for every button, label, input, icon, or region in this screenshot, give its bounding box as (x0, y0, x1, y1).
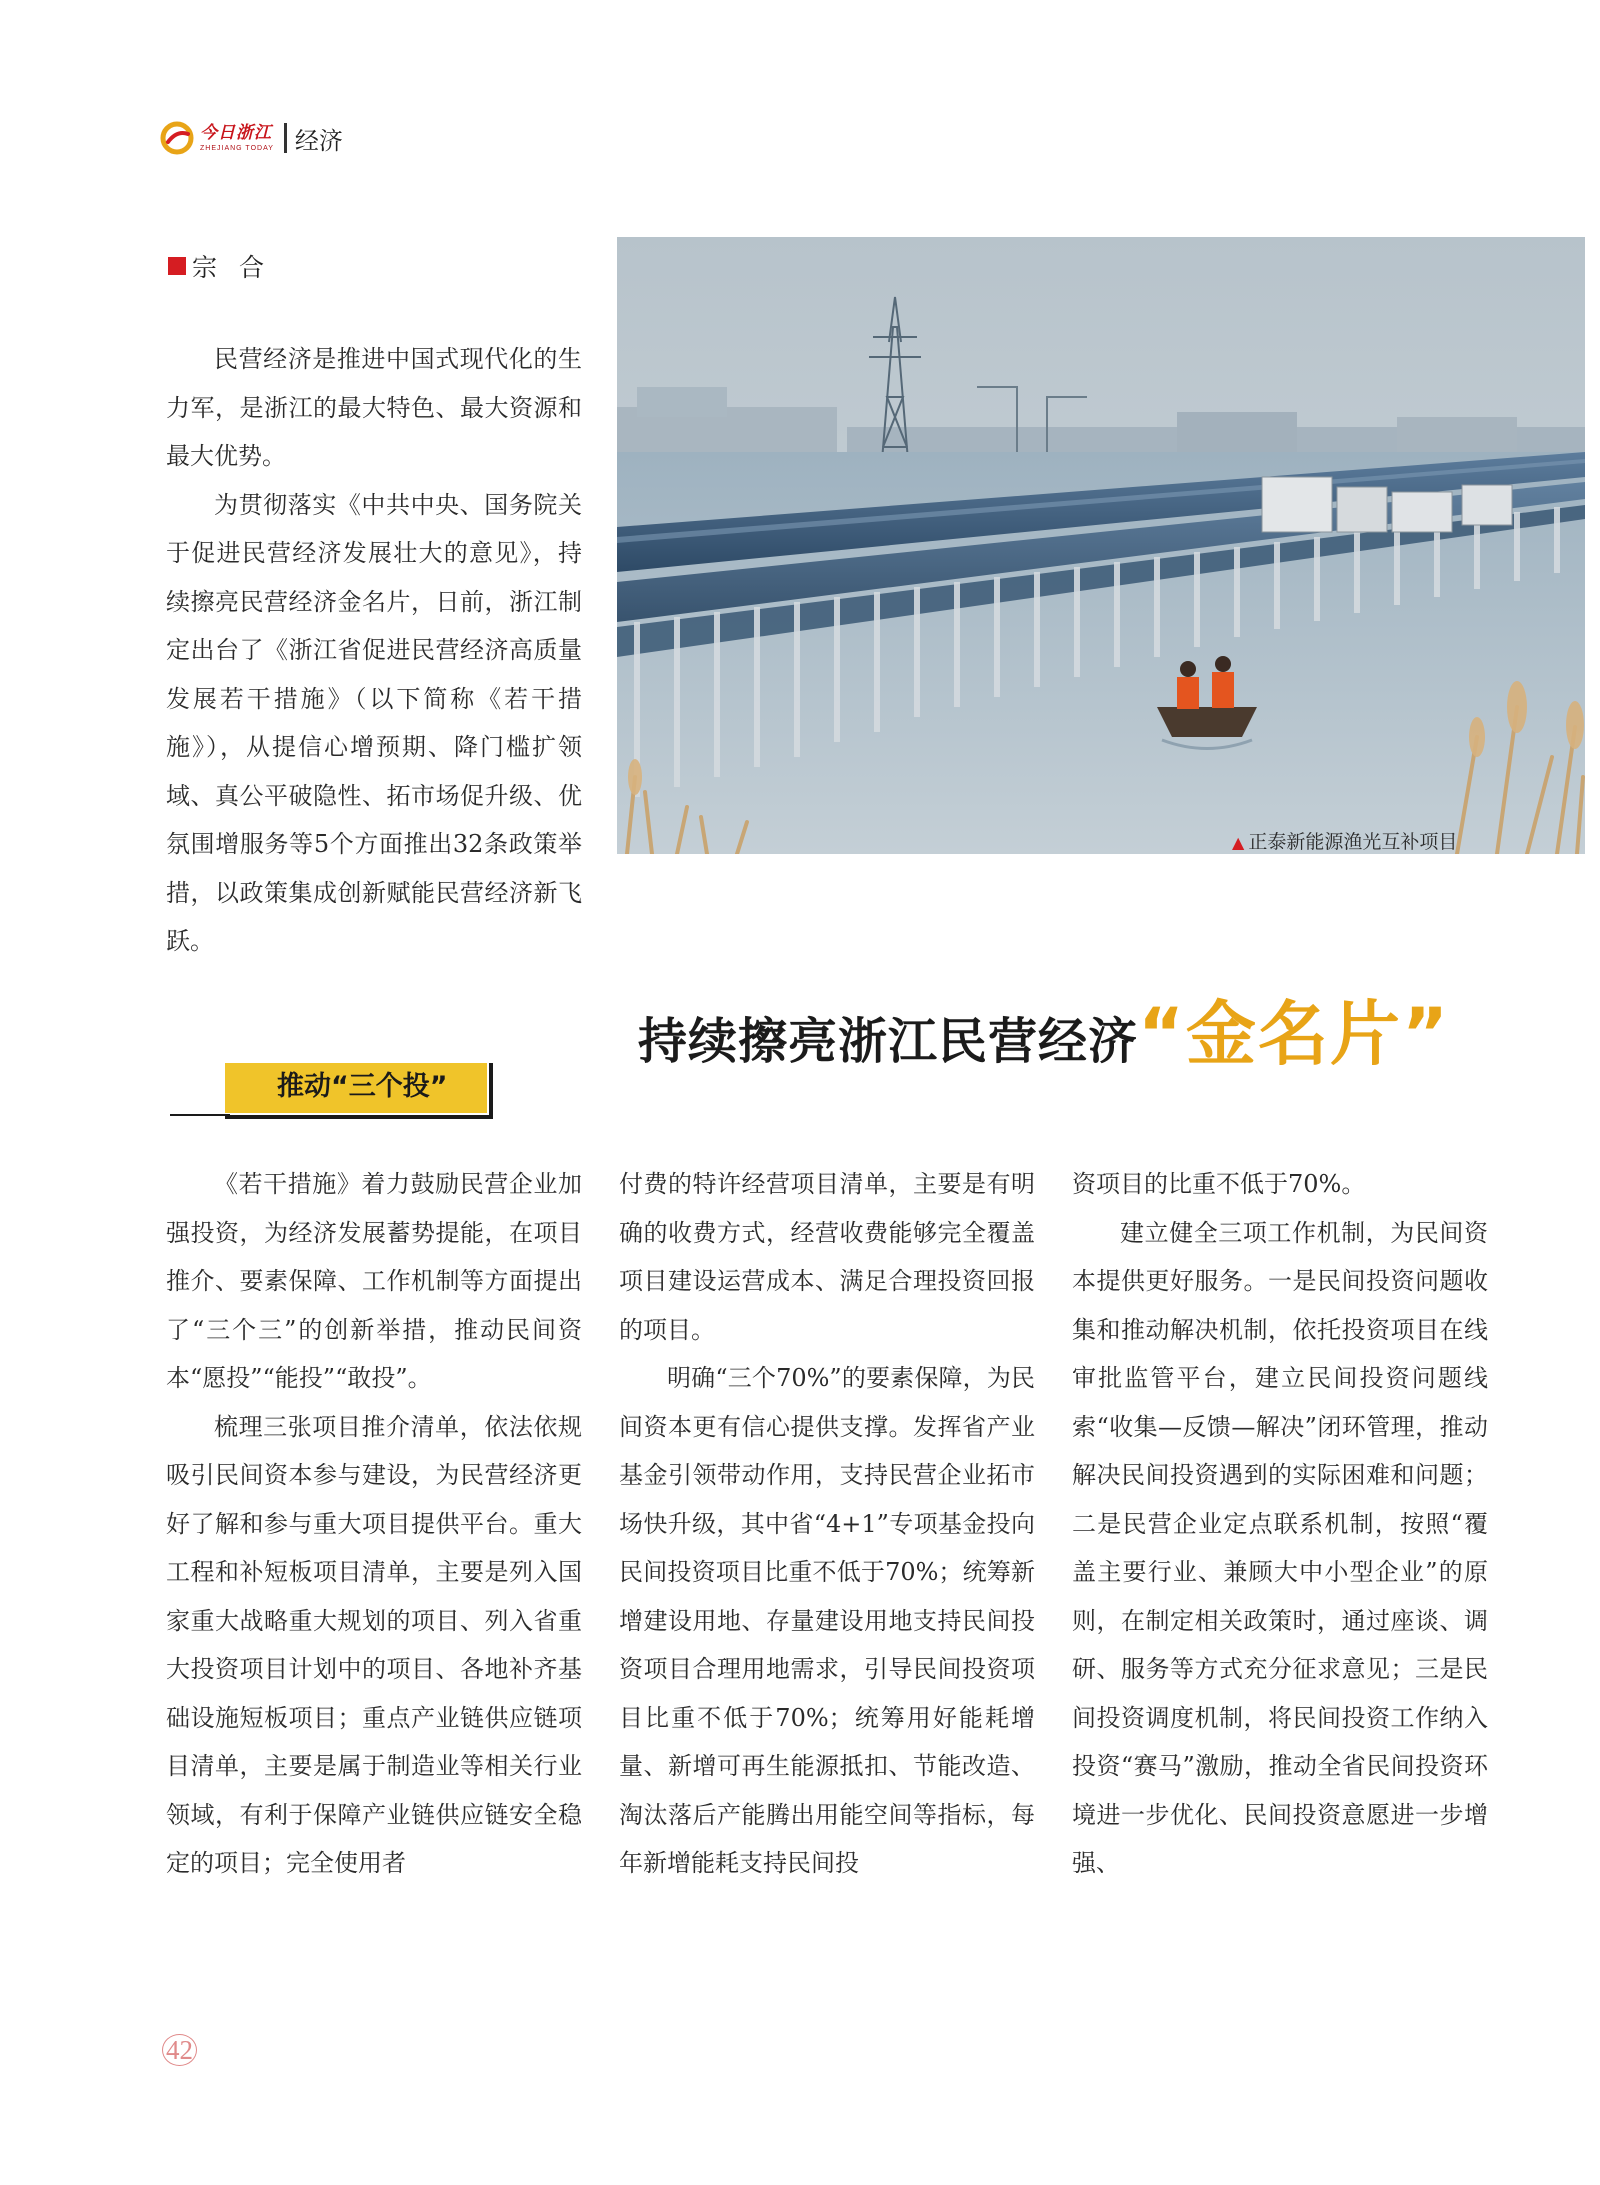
paragraph: 《若干措施》着力鼓励民营企业加强投资，为经济发展蓄势提能，在项目推介、要素保障、工作机制等方面提出了“三个三”的创新举措，推动民间资本“愿投”“能投”“敢投”。 (166, 1170, 582, 1392)
section-name: 经济 (294, 126, 343, 155)
photo-caption (1232, 827, 1457, 854)
column-1 (166, 1160, 582, 1888)
paragraph: 资项目的比重不低于70%。 (1072, 1170, 1366, 1198)
headline (638, 978, 1450, 1079)
logo-text (200, 122, 274, 152)
page-header (160, 118, 343, 158)
solar-farm-photo (617, 237, 1585, 854)
zhejiang-today-logo-icon (160, 121, 194, 155)
subheading-text: 推动“三个投” (277, 1071, 448, 1102)
paragraph: 付费的特许经营项目清单，主要是有明确的收费方式，经营收费能够完全覆盖项目建设运营成本、满足合理投资回报的项目。 (619, 1170, 1035, 1344)
page-number-text: 42 (162, 2034, 197, 2066)
headline-main: 持续擦亮浙江民营经济 (638, 1012, 1139, 1070)
column-2 (619, 1160, 1035, 1888)
page-number (162, 2034, 197, 2066)
logo-en: ZHEJIANG TODAY (200, 144, 274, 152)
logo-cn: 今日浙江 (200, 122, 272, 143)
author-name: 宗合 (192, 253, 287, 282)
intro-text (166, 335, 582, 966)
subheading-box (225, 1063, 493, 1119)
red-square-icon (168, 257, 186, 275)
author-byline (168, 248, 286, 284)
caption-text: 正泰新能源渔光互补项目 (1248, 831, 1458, 853)
paragraph: 梳理三张项目推介清单，依法依规吸引民间资本参与建设，为民营经济更好了解和参与重大项目提供平台。重大工程和补短板项目清单，主要是列入国家重大战略重大规划的项目、列入省重大投资项目计划中的项目、各地补齐基础设施短板项目；重点产业链供应链项目清单，主要是属于制造业等相关行业领域，有利于保障产业链供应链安全稳定的项目；完全使用者 (166, 1412, 582, 1877)
paragraph: 明确“三个70%”的要素保障，为民间资本更有信心提供支撑。发挥省产业基金引领带动作用，支持民营企业拓市场快升级，其中省“4+1”专项基金投向民间投资项目比重不低于70%；统筹新增建设用地、存量建设用地支持民间投资项目合理用地需求，引导民间投资项目比重不低于70%；统筹用好能耗增量、新增可再生能源抵扣、节能改造、淘汰落后产能腾出用能空间等指标，每年新增能耗支持民间投 (619, 1364, 1035, 1877)
column-3 (1072, 1160, 1488, 1888)
paragraph: 民营经济是推进中国式现代化的生力军，是浙江的最大特色、最大资源和最大优势。 (166, 345, 582, 470)
header-divider (284, 123, 287, 153)
paragraph: 为贯彻落实《中共中央、国务院关于促进民营经济发展壮大的意见》，持续擦亮民营经济金名片，日前，浙江制定出台了《浙江省促进民营经济高质量发展若干措施》（以下简称《若干措施》），从提信心增预期、降门槛扩领域、真公平破隐性、拓市场促升级、优氛围增服务等5个方面推出32条政策举措，以政策集成创新赋能民营经济新飞跃。 (166, 490, 582, 955)
solar-farm-illustration (617, 237, 1585, 854)
paragraph: 建立健全三项工作机制，为民间资本提供更好服务。一是民间投资问题收集和推动解决机制，依托投资项目在线审批监管平台，建立民间投资问题线索“收集—反馈—解决”闭环管理，推动解决民间投资遇到的实际困难和问题；二是民营企业定点联系机制，按照“覆盖主要行业、兼顾大中小型企业”的原则，在制定相关政策时，通过座谈、调研、服务等方式充分征求意见；三是民间投资调度机制，将民间投资工作纳入投资“赛马”激励，推动全省民间投资环境进一步优化、民间投资意愿进一步增强、 (1072, 1218, 1488, 1877)
headline-highlight: “金名片” (1138, 993, 1451, 1075)
caption-triangle-icon: ▲ (1232, 833, 1245, 852)
subheading-rule (170, 1114, 230, 1116)
